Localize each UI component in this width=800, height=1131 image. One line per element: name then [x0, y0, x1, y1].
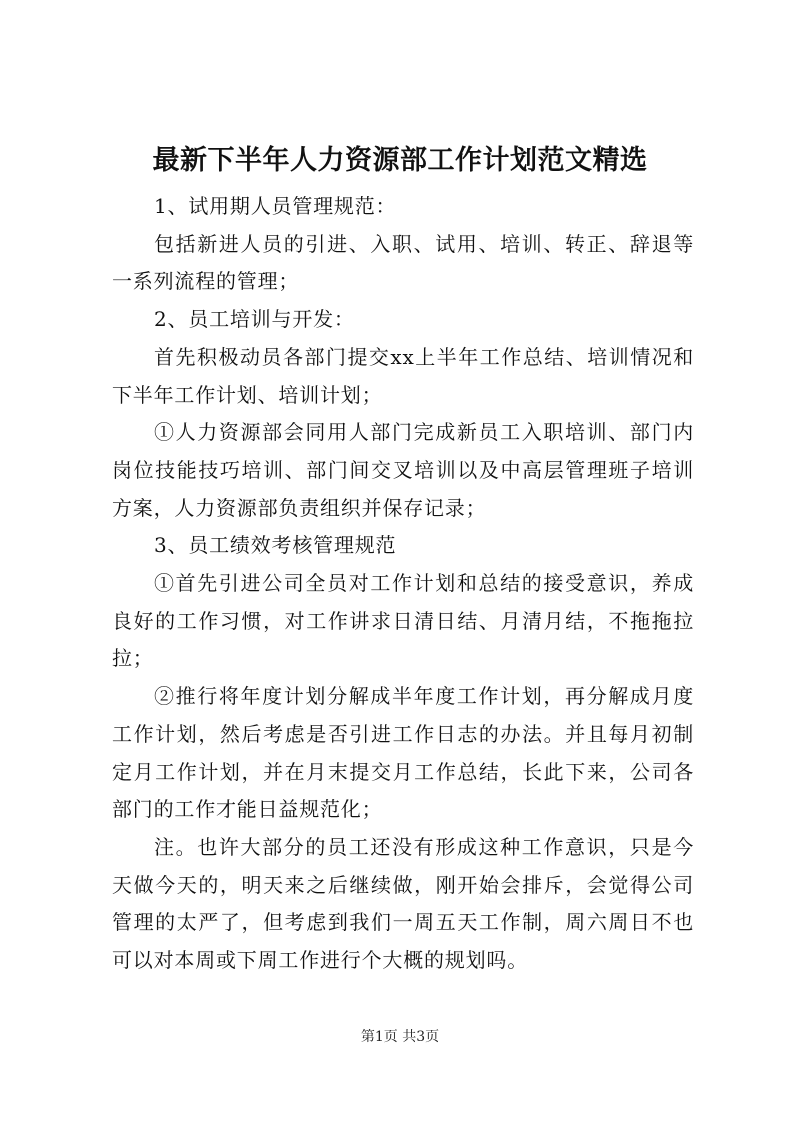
paragraph-trial-content: 包括新进人员的引进、入职、试用、培训、转正、辞退等一系列流程的管理；	[112, 231, 694, 294]
paragraph-trial-heading: 1、试用期人员管理规范：	[154, 194, 397, 218]
document-body	[112, 188, 694, 980]
paragraph-performance-heading: 3、员工绩效考核管理规范	[154, 533, 397, 558]
paragraph-training-plan: ①人力资源部会同用人部门完成新员工入职培训、部门内岗位技能技巧培训、部门间交叉培训以及中高层管理班子培训方案，人力资源部负责组织并保存记录；	[112, 420, 694, 520]
paragraph-training-heading: 2、员工培训与开发：	[154, 307, 355, 332]
paragraph-performance-item-1: ①首先引进公司全员对工作计划和总结的接受意识，养成良好的工作习惯，对工作讲求日清日结、月清月结，不拖拖拉拉；	[112, 571, 694, 671]
document-title: 最新下半年人力资源部工作计划范文精选	[152, 145, 648, 176]
paragraph-training-summary: 首先积极动员各部门提交xx上半年工作总结、培训情况和下半年工作计划、培训计划；	[112, 344, 694, 407]
paragraph-performance-item-2: ②推行将年度计划分解成半年度工作计划，再分解成月度工作计划，然后考虑是否引进工作日志的办法。并且每月初制定月工作计划，并在月末提交月工作总结，长此下来，公司各部门的工作才能日益规范化；	[112, 684, 694, 822]
page-number-footer: 第1页 共3页	[360, 1029, 440, 1045]
paragraph-note: 注。也许大部分的员工还没有形成这种工作意识，只是今天做今天的，明天来之后继续做，刚开始会排斥，会觉得公司管理的太严了，但考虑到我们一周五天工作制，周六周日不也可以对本周或下周工作进行个大概的规划吗。	[112, 834, 694, 973]
